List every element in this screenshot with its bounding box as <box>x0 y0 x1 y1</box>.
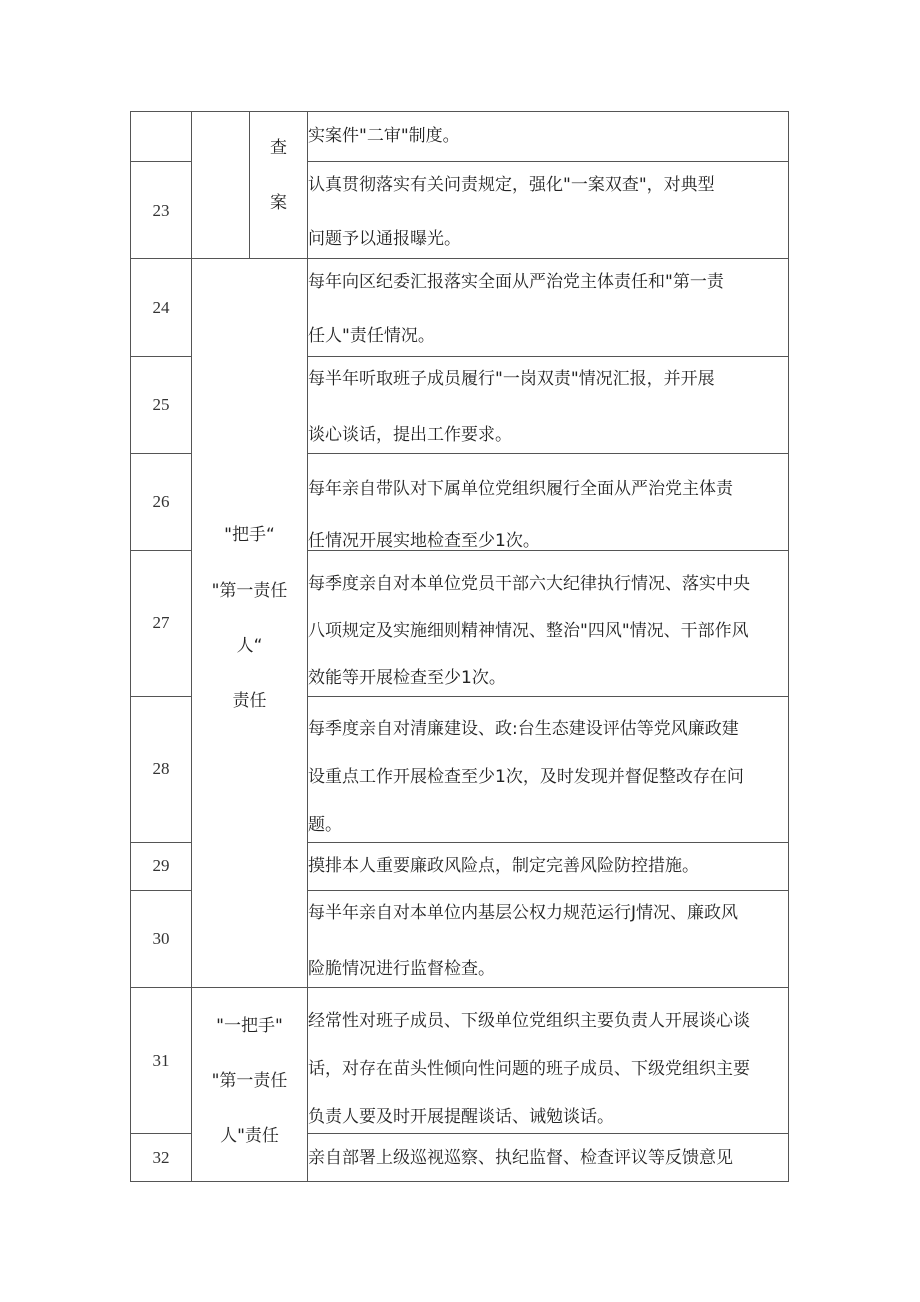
category-line: 人"责任 <box>220 1126 279 1146</box>
row-number: 23 <box>152 201 170 220</box>
row-divider <box>130 696 191 697</box>
text-line: 每季度亲自对本单位党员干部六大纪律执行情况、落实中央 <box>308 574 750 594</box>
row-divider <box>307 890 789 891</box>
row-divider <box>130 1133 191 1134</box>
row-divider <box>307 161 789 162</box>
row-number: 30 <box>152 929 170 948</box>
row-number: 29 <box>152 856 170 875</box>
row-divider <box>130 453 191 454</box>
row-divider <box>130 1181 789 1182</box>
row-divider <box>130 890 191 891</box>
text-line: 每年亲自带队对下属单位党组织履行全面从严治党主体责 <box>308 479 733 499</box>
category-line: 责任 <box>232 691 267 711</box>
text-line: 亲自部署上级巡视巡察、执纪监督、检查评议等反馈意见 <box>308 1148 733 1168</box>
row-divider <box>307 356 789 357</box>
row-divider <box>130 161 191 162</box>
category-line: "把手“ <box>224 525 275 545</box>
text-line: 险脆情况进行监督检查。 <box>308 959 495 979</box>
text-line: 经常性对班子成员、下级单位党组织主要负责人开展谈心谈 <box>308 1011 750 1031</box>
sub-category-char: 查 <box>270 138 287 158</box>
row-divider <box>307 696 789 697</box>
text-line: 问题予以通报曝光。 <box>308 229 461 249</box>
column-divider <box>788 111 789 1182</box>
text-line: 负责人要及时开展提醒谈话、诫勉谈话。 <box>308 1107 614 1127</box>
category-line: "一把手" <box>216 1016 283 1036</box>
row-number: 31 <box>152 1051 170 1070</box>
row-divider <box>307 1133 789 1134</box>
row-divider <box>130 258 789 259</box>
text-line: 每年向区纪委汇报落实全面从严治党主体责任和"第一责 <box>308 272 724 292</box>
text-line: 任情况开展实地检查至少1次。 <box>308 531 540 551</box>
row-number: 32 <box>152 1148 170 1167</box>
text-line: 题。 <box>308 815 342 835</box>
column-divider <box>130 111 131 1182</box>
category-line: 人“ <box>236 636 263 656</box>
row-number: 28 <box>152 759 170 778</box>
row-divider <box>130 111 789 112</box>
row-divider <box>130 842 191 843</box>
text-line: 摸排本人重要廉政风险点，制定完善风险防控措施。 <box>308 856 699 876</box>
text-line: 每半年听取班子成员履行"一岗双责"情况汇报，并开展 <box>308 369 715 389</box>
category-line: "第一责任 <box>211 581 288 601</box>
row-number: 24 <box>152 298 170 317</box>
text-line: 设重点工作开展检查至少1次，及时发现并督促整改存在问 <box>308 767 744 787</box>
row-divider <box>130 550 191 551</box>
text-line: 实案件"二审"制度。 <box>308 126 460 146</box>
row-number: 26 <box>152 492 170 511</box>
text-line: 任人"责任情况。 <box>308 326 435 346</box>
row-divider <box>307 453 789 454</box>
text-line: 八项规定及实施细则精神情况、整治"四风"情况、干部作风 <box>308 621 749 641</box>
row-number: 27 <box>152 613 170 632</box>
text-line: 认真贯彻落实有关问责规定，强化"一案双查"，对典型 <box>308 175 715 195</box>
sub-category-char: 案 <box>270 193 287 213</box>
text-line: 效能等开展检查至少1次。 <box>308 668 506 688</box>
row-number: 25 <box>152 395 170 414</box>
row-divider <box>307 842 789 843</box>
text-line: 谈心谈话，提出工作要求。 <box>308 425 512 445</box>
category-line: "第一责任 <box>211 1071 288 1091</box>
text-line: 话，对存在苗头性倾向性问题的班子成员、下级党组织主要 <box>308 1059 750 1079</box>
text-line: 每半年亲自对本单位内基层公权力规范运行J情况、廉政风 <box>308 903 739 923</box>
text-line: 每季度亲自对清廉建设、政:台生态建设评估等党风廉政建 <box>308 719 739 739</box>
row-divider <box>130 987 789 988</box>
row-divider <box>130 356 191 357</box>
